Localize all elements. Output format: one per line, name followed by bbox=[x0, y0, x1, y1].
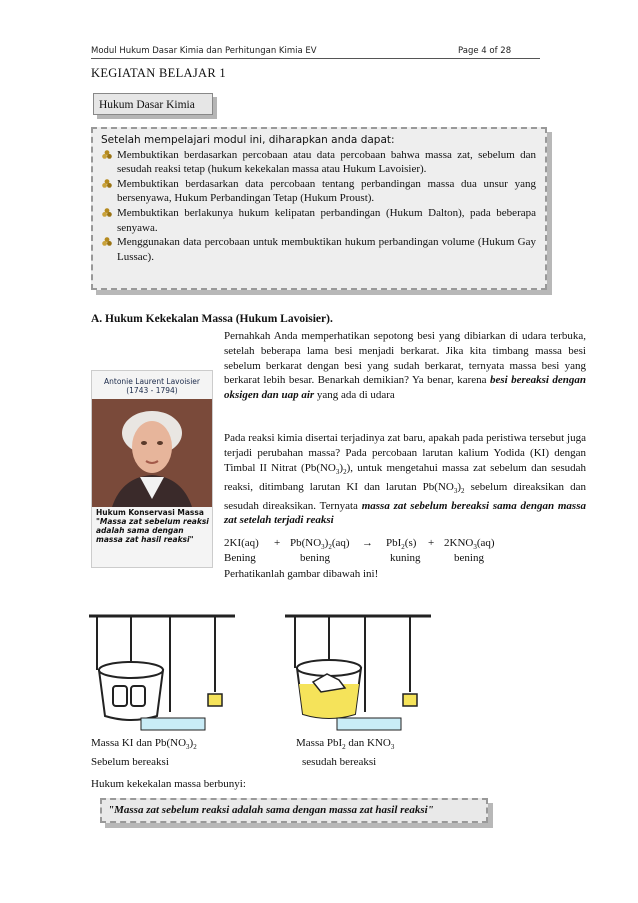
objective-item: Membuktikan berlakunya hukum kelipatan perbandingan (Hukum Dalton), pada beberapa senyawa. bbox=[101, 206, 536, 235]
balance-after bbox=[285, 616, 431, 730]
objective-item: Membuktikan berdasarkan data percobaan tentang perbandingan massa dua unsur yang bersenyawa, Hukum Perbandingan Tetap (Hukum Proust). bbox=[101, 177, 536, 206]
lavoisier-portrait-card bbox=[91, 370, 213, 568]
objectives-intro: Setelah mempelajari modul ini, diharapkan anda dapat: bbox=[101, 134, 395, 146]
section-a-heading: A. Hukum Kekekalan Massa (Hukum Lavoisier). bbox=[91, 313, 333, 325]
law-intro: Hukum kekekalan massa berbunyi: bbox=[91, 778, 246, 790]
portrait-name: Antonie Laurent Lavoisier (1743 - 1794) bbox=[104, 377, 200, 395]
section-title: KEGIATAN BELAJAR 1 bbox=[91, 66, 226, 80]
label-before: Massa KI dan $Pb(NO_3)_2$ Sebelum bereaksi bbox=[91, 737, 197, 768]
objective-item: Menggunakan data percobaan untuk membuktikan hukum perbandingan volume (Hukum Gay Lussac). bbox=[101, 235, 536, 264]
page-header-title: Modul Hukum Dasar Kimia dan Perhitungan Kimia EV bbox=[91, 46, 317, 56]
paragraph-rust: Pernahkah Anda memperhatikan sepotong besi yang dibiarkan di udara terbuka, setelah beberapa lama besi menjadi berkarat. Jika kita timbang massa besi sebelum berkarat dengan besi yang sudah berkarat, ternyata massa besi yang berkarat lebih besar. Benarkah demikian? Ya benar, karena besi bereaksi dengan oksigen dan uap air yang ada di udara bbox=[224, 330, 586, 402]
flower-bullet-icon bbox=[102, 208, 112, 218]
objectives-list bbox=[101, 148, 536, 265]
law-statement-box: "Massa zat sebelum reaksi adalah sama dengan massa zat hasil reaksi" bbox=[100, 798, 488, 823]
balance-before bbox=[89, 616, 235, 730]
objective-item: Membuktikan berdasarkan percobaan atau data percobaan bahwa massa zat, sebelum dan sesudah reaksi tetap (hukum kekekalan massa atau Hukum Lavoisier). bbox=[101, 148, 536, 177]
see-picture-text: Perhatikanlah gambar dibawah ini! bbox=[224, 568, 379, 580]
objectives-box bbox=[91, 127, 547, 290]
header-rule bbox=[91, 58, 540, 59]
flower-bullet-icon bbox=[102, 150, 112, 160]
portrait-caption: Hukum Konservasi Massa "Massa zat sebelum reaksi adalah sama dengan massa zat hasil reaksi" bbox=[96, 508, 209, 544]
reaction-arrow: → bbox=[362, 537, 373, 549]
paragraph-reaction: Pada reaksi kimia disertai terjadinya zat baru, apakah pada peristiwa tersebut juga terjadi perubahan massa? Pada percobaan larutan kalium Yodida (KI) dengan Timbal II Nitrat $(Pb(NO_3)_2)$, untuk mengetahui massa zat sebelum dan sesudah reaksi, ditimbang larutan KI dan larutan $Pb(NO_3)_2$ sebelum direaksikan dan sesudah direaksikan. Ternyata massa zat sebelum bereaksi sama dengan massa zat setelah terjadi reaksi bbox=[224, 432, 587, 527]
flower-bullet-icon bbox=[102, 237, 112, 247]
flower-bullet-icon bbox=[102, 179, 112, 189]
lavoisier-portrait-image bbox=[92, 399, 212, 507]
topic-box: Hukum Dasar Kimia bbox=[93, 93, 213, 115]
page-number: Page 4 of 28 bbox=[458, 46, 512, 56]
label-after: Massa PbI$_2$ dan $KNO_3$ sesudah bereaksi bbox=[296, 737, 395, 768]
balance-illustration bbox=[85, 608, 535, 733]
